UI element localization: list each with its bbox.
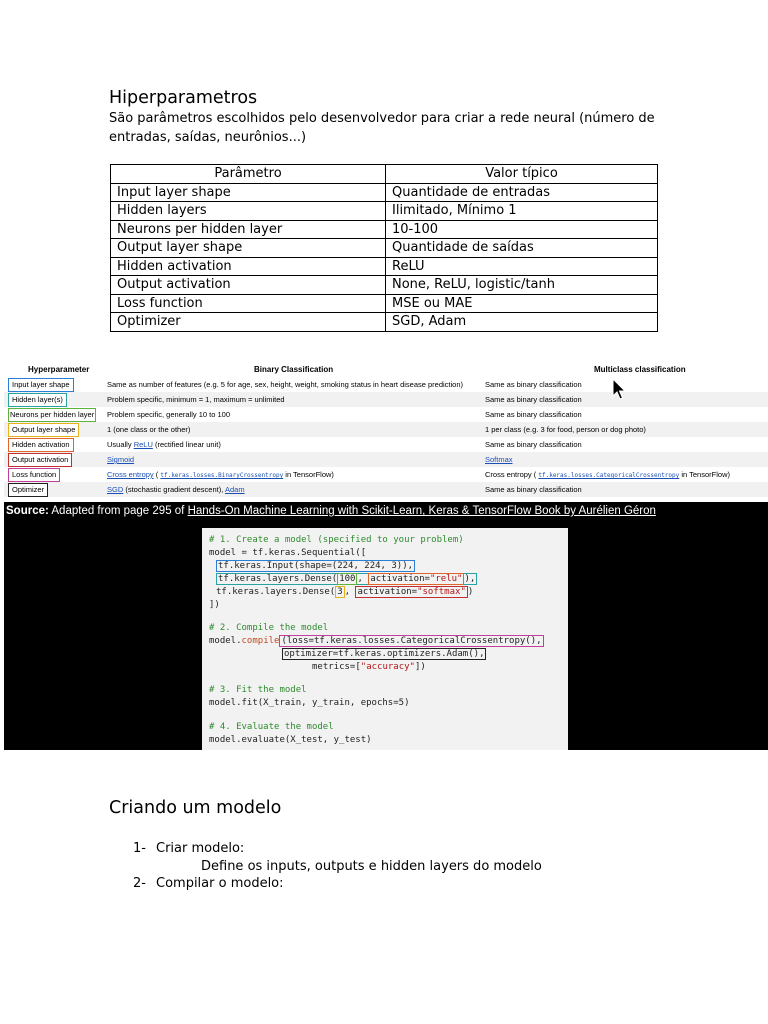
header-cell: Valor típico (386, 165, 658, 184)
code-text: model. (209, 636, 242, 646)
sgd-link[interactable]: SGD (107, 485, 124, 494)
cross-entropy-link[interactable]: Cross entropy (107, 470, 154, 479)
table-cell: 10-100 (386, 220, 658, 239)
ref-multi: Same as binary classification (485, 395, 582, 404)
table-cell: Quantidade de entradas (386, 183, 658, 202)
ref-tag: Output layer shape (8, 423, 79, 437)
code-snippet (202, 528, 568, 750)
code-function: compile (241, 636, 280, 646)
code-text: tf.keras.layers.Dense( (216, 587, 336, 597)
ref-binary: Problem specific, generally 10 to 100 (107, 410, 230, 419)
ref-binary: Cross entropy ( tf.keras.losses.BinaryCrossentropy in TensorFlow) (107, 470, 334, 479)
section-heading-hiperparametros: Hiperparametros (109, 88, 258, 108)
table-row (111, 202, 658, 221)
code-text: ) (467, 587, 474, 597)
input-layer-box: tf.keras.Input(shape=(224, 224, 3)), (218, 561, 414, 571)
ref-text: (stochastic gradient descent), (123, 485, 225, 494)
ref-row (4, 407, 768, 422)
code-line (216, 573, 477, 585)
source-text: Adapted from page 295 of (48, 505, 188, 517)
list-subitem: Define os inputs, outputs e hidden layers do modelo (201, 859, 542, 874)
ref-multi: Same as binary classification (485, 410, 582, 419)
adam-link[interactable]: Adam (224, 485, 245, 494)
mouse-cursor-icon (612, 378, 626, 402)
code-text: activation= (357, 587, 418, 597)
ref-multi: Same as binary classification (485, 380, 582, 389)
table-row (111, 294, 658, 313)
table-cell: ReLU (386, 257, 658, 276)
code-comment: # 4. Evaluate the model (209, 722, 334, 732)
table-cell: Loss function (111, 294, 386, 313)
table-cell: Hidden activation (111, 257, 386, 276)
table-row (111, 239, 658, 258)
ref-text: in TensorFlow) (679, 470, 730, 479)
ref-tag: Loss function (8, 468, 60, 482)
ref-binary: Problem specific, minimum = 1, maximum = unlimited (107, 395, 285, 404)
ref-tag: Hidden layer(s) (8, 393, 67, 407)
ref-multi: 1 per class (e.g. 3 for food, person or dog photo) (485, 425, 646, 434)
code-string: "accuracy" (360, 662, 415, 672)
table-cell: Output activation (111, 276, 386, 295)
ref-text: in TensorFlow) (283, 470, 334, 479)
binary-crossentropy-link[interactable]: tf.keras.losses.BinaryCrossentropy (160, 472, 284, 479)
ref-binary (107, 483, 245, 496)
code-line: model = tf.keras.Sequential([ (209, 548, 367, 558)
code-text: , (344, 587, 356, 597)
table-cell: Hidden layers (111, 202, 386, 221)
ref-multi: Same as binary classification (485, 485, 582, 494)
table-cell: Quantidade de saídas (386, 239, 658, 258)
table-cell: SGD, Adam (386, 313, 658, 332)
code-text: metrics=[ (312, 662, 361, 672)
ref-tag: Neurons per hidden layer (8, 408, 96, 422)
code-string: "relu" (429, 574, 463, 584)
ref-tag: Hidden activation (8, 438, 74, 452)
code-line (216, 586, 473, 598)
hidden-activation-box (368, 573, 464, 585)
code-line: model.evaluate(X_test, y_test) (209, 735, 372, 745)
table-header-row (111, 165, 658, 184)
list-item: Compilar o modelo: (156, 876, 284, 891)
intro-paragraph: São parâmetros escolhidos pelo desenvolvedor para criar a rede neural (número de entradas, saídas, neurônios...) (109, 111, 655, 145)
table-cell: Neurons per hidden layer (111, 220, 386, 239)
source-caption (6, 502, 656, 520)
ref-row (4, 467, 768, 482)
ref-row (4, 392, 768, 407)
relu-link[interactable]: ReLU (133, 440, 153, 449)
neurons-box: 100 (339, 574, 356, 584)
ref-tag: Output activation (8, 453, 72, 467)
ref-header-binary: Binary Classification (254, 365, 334, 374)
table-cell: None, ReLU, logistic/tanh (386, 276, 658, 295)
source-book-link[interactable]: Hands-On Machine Learning with Scikit-Learn, Keras & TensorFlow Book by Aurélien Géron (187, 505, 656, 517)
ref-text: (rectified linear unit) (152, 440, 221, 449)
softmax-link[interactable]: Softmax (485, 455, 513, 464)
table-row (111, 220, 658, 239)
table-cell: MSE ou MAE (386, 294, 658, 313)
code-panel (4, 502, 768, 750)
ref-binary: 1 (one class or the other) (107, 425, 191, 434)
categorical-crossentropy-link[interactable]: tf.keras.losses.CategoricalCrossentropy (538, 472, 680, 479)
list-number: 1- (133, 841, 146, 856)
code-line (312, 661, 426, 673)
code-line (209, 635, 544, 647)
hidden-layer-box (216, 573, 477, 585)
table-cell: Ilimitado, Mínimo 1 (386, 202, 658, 221)
list-item: Criar modelo: (156, 841, 245, 856)
ref-row (4, 377, 768, 392)
code-text: , (357, 574, 369, 584)
ref-row (4, 437, 768, 452)
ref-text: Usually (107, 440, 134, 449)
code-text: tf.keras.layers.Dense( (218, 574, 338, 584)
section-heading-criando-modelo: Criando um modelo (109, 798, 282, 818)
reference-table (4, 358, 768, 502)
loss-box: (loss=tf.keras.losses.CategoricalCrossentropy(), (281, 636, 542, 646)
ref-tag: Optimizer (8, 483, 48, 497)
table-cell: Optimizer (111, 313, 386, 332)
code-line (282, 648, 486, 660)
table-cell: Input layer shape (111, 183, 386, 202)
table-row (111, 257, 658, 276)
code-comment: # 2. Compile the model (209, 623, 329, 633)
table-row (111, 276, 658, 295)
ref-binary: Same as number of features (e.g. 5 for age, sex, height, weight, smoking status in heart disease prediction) (107, 380, 464, 389)
code-string: "softmax" (417, 587, 466, 597)
source-label: Source: (6, 505, 49, 517)
hyperparameter-table (110, 164, 658, 332)
sigmoid-link[interactable]: Sigmoid (107, 455, 135, 464)
ref-row (4, 422, 768, 437)
code-text: ]) (414, 662, 426, 672)
output-shape-box: 3 (337, 587, 343, 597)
ref-binary (107, 438, 221, 451)
list-number: 2- (133, 876, 146, 891)
code-line (216, 560, 415, 572)
ref-header-hyperparameter: Hyperparameter (28, 365, 90, 374)
code-line: ]) (209, 600, 220, 610)
table-cell: Output layer shape (111, 239, 386, 258)
ref-multi (485, 468, 730, 482)
code-comment: # 3. Fit the model (209, 685, 307, 695)
code-line: model.fit(X_train, y_train, epochs=5) (209, 698, 410, 708)
header-cell: Parâmetro (111, 165, 386, 184)
ref-text: Cross entropy ( (485, 470, 537, 479)
embedded-screenshot (4, 358, 768, 750)
code-comment: # 1. Create a model (specified to your problem) (209, 535, 464, 545)
output-activation-box (355, 586, 467, 598)
ref-row (4, 452, 768, 467)
ref-header-multiclass: Multiclass classification (594, 365, 686, 374)
table-row (111, 313, 658, 332)
ref-multi: Same as binary classification (485, 440, 582, 449)
table-row (111, 183, 658, 202)
code-text: activation= (370, 574, 430, 584)
ref-row (4, 482, 768, 497)
optimizer-box: optimizer=tf.keras.optimizers.Adam(), (284, 649, 485, 659)
code-text: ), (464, 574, 476, 584)
ref-tag: Input layer shape (8, 378, 74, 392)
